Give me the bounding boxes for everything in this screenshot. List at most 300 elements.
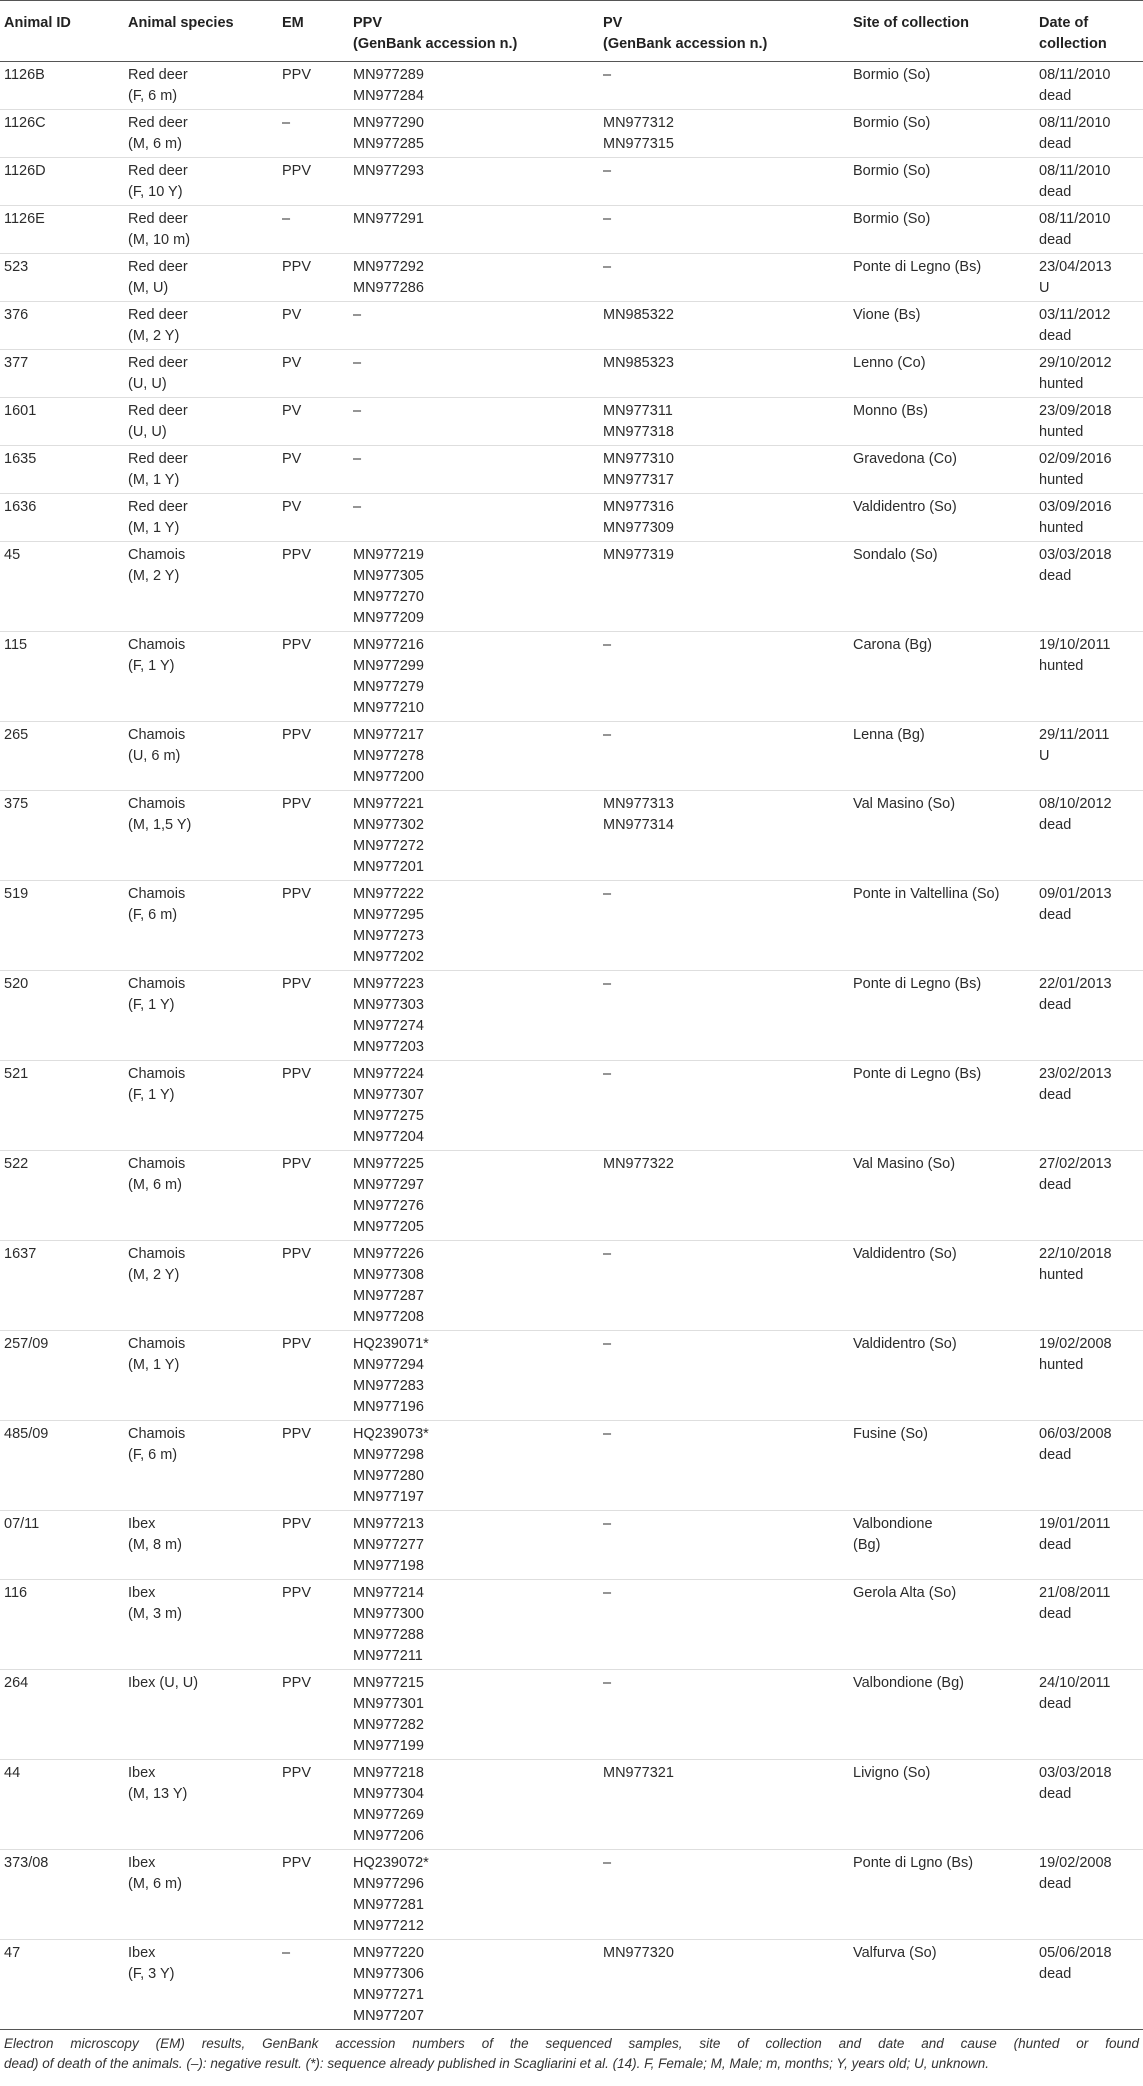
cell-line: 08/11/2010: [1039, 163, 1111, 179]
cell-em: PPV: [282, 976, 312, 992]
cell-line: Bormio (So): [853, 115, 931, 131]
cell-animal-id: 1601: [4, 403, 37, 419]
cell-line: hunted: [1039, 1357, 1084, 1373]
cell-species: [124, 1760, 278, 1850]
cell-line: dead: [1039, 136, 1072, 152]
cell-line: Carona (Bg): [853, 637, 932, 653]
cell-line: MN977210: [353, 700, 424, 716]
cell-line: (M, 1 Y): [128, 520, 180, 536]
cell-date: [1035, 62, 1143, 110]
cell-line: 23/09/2018: [1039, 403, 1112, 419]
cell-line: dead: [1039, 1447, 1072, 1463]
cell-date: [1035, 1061, 1143, 1151]
cell-ppv: [349, 1850, 599, 1940]
cell-line: MN977206: [353, 1828, 424, 1844]
cell-line: Ibex: [128, 1585, 156, 1601]
cell-line: MN977199: [353, 1738, 424, 1754]
cell-ppv: [349, 881, 599, 971]
cell-site: [849, 1061, 1035, 1151]
header-row: [0, 1, 1143, 62]
cell-em: PPV: [282, 259, 312, 275]
cell-date: [1035, 791, 1143, 881]
cell-line: Chamois: [128, 1426, 186, 1442]
cell-line: MN977311: [603, 403, 673, 419]
cell-site: [849, 1850, 1035, 1940]
cell-line: MN977290: [353, 115, 424, 131]
cell-species: [124, 350, 278, 398]
cell-line: MN977276: [353, 1198, 424, 1214]
cell-line: MN977196: [353, 1399, 424, 1415]
cell-line: MN977308: [353, 1267, 424, 1283]
cell-line: Red deer: [128, 403, 188, 419]
cell-line: Lenno (Co): [853, 355, 926, 371]
cell-line: HQ239073*: [353, 1426, 429, 1442]
cell-line: MN977280: [353, 1468, 424, 1484]
cell-ppv: [349, 1670, 599, 1760]
cell-line: MN977296: [353, 1876, 424, 1892]
cell-line: dead: [1039, 88, 1072, 104]
cell-line: –: [603, 1585, 612, 1601]
cell-pv: [599, 881, 849, 971]
cell-line: Chamois: [128, 1336, 186, 1352]
cell-line: Chamois: [128, 976, 186, 992]
cell-pv: [599, 350, 849, 398]
cell-line: MN977211: [353, 1648, 423, 1664]
cell-site: [849, 494, 1035, 542]
cell-pv: [599, 632, 849, 722]
cell-line: Chamois: [128, 1246, 186, 1262]
cell-line: hunted: [1039, 376, 1084, 392]
cell-line: hunted: [1039, 472, 1084, 488]
cell-line: Gerola Alta (So): [853, 1585, 957, 1601]
cell-line: Ponte in Valtellina (So): [853, 886, 1000, 902]
cell-species: [124, 722, 278, 791]
cell-line: Ponte di Legno (Bs): [853, 976, 982, 992]
cell-line: dead: [1039, 907, 1072, 923]
header-animal-species: [124, 1, 278, 62]
cell-pv: [599, 1670, 849, 1760]
table-row: [0, 110, 1143, 158]
cell-line: (M, 1 Y): [128, 1357, 180, 1373]
cell-line: MN977269: [353, 1807, 424, 1823]
cell-site: [849, 1331, 1035, 1421]
cell-em: –: [282, 211, 291, 227]
cell-date: [1035, 1421, 1143, 1511]
cell-em: PPV: [282, 163, 312, 179]
table-row: [0, 158, 1143, 206]
caption-line-2: dead) of death of the animals. (–): negative result. (*): sequence already published in Scagliarini et al. (14). F, Female; M, Male; m, months; Y, years old; U, unknown.: [4, 2056, 990, 2071]
cell-ppv: [349, 722, 599, 791]
cell-line: HQ239072*: [353, 1855, 429, 1871]
header-text: Date of: [1039, 15, 1089, 31]
cell-line: MN977305: [353, 568, 424, 584]
cell-line: –: [603, 886, 612, 902]
cell-line: MN977275: [353, 1108, 424, 1124]
cell-pv: [599, 110, 849, 158]
cell-date: [1035, 1241, 1143, 1331]
cell-line: MN977202: [353, 949, 424, 965]
cell-line: hunted: [1039, 520, 1084, 536]
table-row: [0, 302, 1143, 350]
cell-ppv: [349, 494, 599, 542]
cell-date: [1035, 1760, 1143, 1850]
table-row: [0, 1511, 1143, 1580]
cell-line: Ibex: [128, 1945, 156, 1961]
cell-pv: [599, 971, 849, 1061]
cell-line: MN977318: [603, 424, 674, 440]
cell-ppv: [349, 206, 599, 254]
cell-line: MN977303: [353, 997, 424, 1013]
cell-line: (M, 13 Y): [128, 1786, 188, 1802]
table-row: [0, 791, 1143, 881]
cell-line: Val Masino (So): [853, 796, 956, 812]
cell-em: PPV: [282, 1426, 312, 1442]
cell-animal-id: 116: [4, 1585, 28, 1601]
cell-line: (M, 3 m): [128, 1606, 182, 1622]
cell-species: [124, 971, 278, 1061]
cell-line: 08/11/2010: [1039, 211, 1111, 227]
cell-line: MN977291: [353, 211, 424, 227]
cell-line: dead: [1039, 1606, 1072, 1622]
cell-line: Red deer: [128, 163, 188, 179]
table-row: [0, 1241, 1143, 1331]
cell-line: MN977299: [353, 658, 424, 674]
cell-line: MN977314: [603, 817, 674, 833]
cell-line: U: [1039, 748, 1050, 764]
cell-line: MN977272: [353, 838, 424, 854]
cell-line: MN985323: [603, 355, 674, 371]
cell-ppv: [349, 62, 599, 110]
cell-site: [849, 1940, 1035, 2030]
cell-site: [849, 302, 1035, 350]
cell-line: 09/01/2013: [1039, 886, 1112, 902]
header-animal-id: [0, 1, 124, 62]
cell-pv: [599, 722, 849, 791]
cell-ppv: [349, 1421, 599, 1511]
cell-date: [1035, 350, 1143, 398]
cell-animal-id: 1635: [4, 451, 37, 467]
cell-line: Bormio (So): [853, 67, 931, 83]
cell-line: (M, 1,5 Y): [128, 817, 192, 833]
caption-line-1: Electron microscopy (EM) results, GenBank accession numbers of the sequenced samples, site of collection and date and cause (hunted or found: [4, 2036, 1139, 2051]
cell-date: [1035, 446, 1143, 494]
cell-ppv: [349, 158, 599, 206]
cell-date: [1035, 158, 1143, 206]
cell-line: Red deer: [128, 259, 188, 275]
cell-site: [849, 542, 1035, 632]
cell-animal-id: 264: [4, 1675, 29, 1691]
cell-line: dead: [1039, 997, 1072, 1013]
cell-site: [849, 791, 1035, 881]
cell-animal-id: 07/11: [4, 1516, 40, 1532]
cell-line: (U, 6 m): [128, 748, 181, 764]
cell-date: [1035, 1331, 1143, 1421]
cell-line: MN977298: [353, 1447, 424, 1463]
cell-line: –: [603, 1675, 612, 1691]
cell-line: 29/11/2011: [1039, 727, 1110, 743]
table-row: [0, 722, 1143, 791]
cell-date: [1035, 632, 1143, 722]
cell-animal-id: 45: [4, 547, 21, 563]
cell-animal-id: 521: [4, 1066, 29, 1082]
cell-em: –: [282, 1945, 291, 1961]
cell-animal-id: 373/08: [4, 1855, 49, 1871]
cell-line: (U, U): [128, 376, 167, 392]
cell-em: PV: [282, 307, 302, 323]
cell-species: [124, 1241, 278, 1331]
cell-em: PPV: [282, 886, 312, 902]
cell-line: MN977300: [353, 1606, 424, 1622]
cell-line: MN977208: [353, 1309, 424, 1325]
cell-line: MN977218: [353, 1765, 424, 1781]
cell-animal-id: 520: [4, 976, 29, 992]
cell-line: Chamois: [128, 886, 186, 902]
cell-line: MN977216: [353, 637, 424, 653]
cell-line: –: [603, 976, 612, 992]
cell-line: MN977315: [603, 136, 674, 152]
cell-line: MN977287: [353, 1288, 424, 1304]
cell-line: Ibex: [128, 1765, 156, 1781]
cell-em: PPV: [282, 547, 312, 563]
cell-line: Val Masino (So): [853, 1156, 956, 1172]
cell-line: (M, 6 m): [128, 136, 182, 152]
cell-line: –: [603, 67, 612, 83]
cell-line: MN977214: [353, 1585, 424, 1601]
cell-line: Ponte di Legno (Bs): [853, 1066, 982, 1082]
cell-line: dead: [1039, 1876, 1072, 1892]
cell-em: PPV: [282, 1585, 312, 1601]
cell-line: –: [353, 355, 362, 371]
cell-line: –: [603, 1855, 612, 1871]
cell-pv: [599, 542, 849, 632]
cell-line: –: [603, 1516, 612, 1532]
cell-line: Valdidentro (So): [853, 1246, 957, 1262]
cell-line: dead: [1039, 817, 1072, 833]
cell-line: 08/10/2012: [1039, 796, 1112, 812]
cell-site: [849, 446, 1035, 494]
table-header: [0, 1, 1143, 62]
header-text: (GenBank accession n.): [603, 36, 768, 52]
cell-pv: [599, 446, 849, 494]
cell-line: 19/02/2008: [1039, 1336, 1112, 1352]
cell-pv: [599, 1760, 849, 1850]
cell-ppv: [349, 1511, 599, 1580]
cell-line: 19/10/2011: [1039, 637, 1111, 653]
cell-line: (M, 2 Y): [128, 568, 180, 584]
cell-ppv: [349, 1331, 599, 1421]
cell-em: PV: [282, 499, 302, 515]
header-date: [1035, 1, 1143, 62]
cell-species: [124, 494, 278, 542]
cell-line: 24/10/2011: [1039, 1675, 1111, 1691]
cell-line: 06/03/2008: [1039, 1426, 1112, 1442]
cell-animal-id: 1126B: [4, 67, 45, 83]
header-text: PPV: [353, 15, 383, 31]
cell-line: –: [603, 259, 612, 275]
cell-em: PPV: [282, 796, 312, 812]
cell-site: [849, 398, 1035, 446]
cell-line: MN977288: [353, 1627, 424, 1643]
cell-animal-id: 376: [4, 307, 29, 323]
cell-line: Ibex: [128, 1516, 156, 1532]
cell-line: (F, 6 m): [128, 907, 178, 923]
cell-line: dead: [1039, 1537, 1072, 1553]
table-row: [0, 254, 1143, 302]
cell-species: [124, 881, 278, 971]
cell-line: MN977209: [353, 610, 424, 626]
cell-animal-id: 1636: [4, 499, 37, 515]
cell-line: hunted: [1039, 1267, 1084, 1283]
cell-line: MN977286: [353, 280, 424, 296]
cell-ppv: [349, 398, 599, 446]
table-row: [0, 881, 1143, 971]
cell-line: U: [1039, 280, 1050, 296]
cell-em: PV: [282, 403, 302, 419]
table-row: [0, 446, 1143, 494]
cell-line: (M, 6 m): [128, 1177, 182, 1193]
cell-line: Gravedona (Co): [853, 451, 957, 467]
cell-line: Vione (Bs): [853, 307, 921, 323]
cell-species: [124, 62, 278, 110]
cell-ppv: [349, 971, 599, 1061]
cell-line: 02/09/2016: [1039, 451, 1112, 467]
cell-line: Chamois: [128, 637, 186, 653]
cell-line: MN977321: [603, 1765, 674, 1781]
cell-line: MN977292: [353, 259, 424, 275]
cell-line: Red deer: [128, 451, 188, 467]
cell-line: MN977284: [353, 88, 424, 104]
cell-line: MN977197: [353, 1489, 424, 1505]
cell-pv: [599, 1151, 849, 1241]
cell-pv: [599, 302, 849, 350]
cell-line: MN977278: [353, 748, 424, 764]
cell-line: MN977312: [603, 115, 674, 131]
cell-line: Ibex: [128, 1855, 156, 1871]
cell-line: MN977302: [353, 817, 424, 833]
cell-line: Chamois: [128, 796, 186, 812]
cell-date: [1035, 1511, 1143, 1580]
cell-ppv: [349, 254, 599, 302]
cell-species: [124, 1421, 278, 1511]
cell-ppv: [349, 110, 599, 158]
cell-date: [1035, 1940, 1143, 2030]
header-text: (GenBank accession n.): [353, 36, 518, 52]
cell-line: Red deer: [128, 499, 188, 515]
cell-date: [1035, 254, 1143, 302]
header-pv: [599, 1, 849, 62]
cell-site: [849, 254, 1035, 302]
cell-animal-id: 265: [4, 727, 29, 743]
cell-date: [1035, 1151, 1143, 1241]
cell-em: PPV: [282, 637, 312, 653]
cell-line: MN977282: [353, 1717, 424, 1733]
cell-line: dead: [1039, 1966, 1072, 1982]
table-row: [0, 62, 1143, 110]
cell-em: PV: [282, 355, 302, 371]
cell-line: MN977322: [603, 1156, 674, 1172]
cell-line: Chamois: [128, 1066, 186, 1082]
cell-ppv: [349, 1241, 599, 1331]
cell-ppv: [349, 1940, 599, 2030]
cell-line: –: [353, 499, 362, 515]
cell-site: [849, 350, 1035, 398]
cell-line: (M, 2 Y): [128, 328, 180, 344]
cell-pv: [599, 254, 849, 302]
cell-animal-id: 1637: [4, 1246, 37, 1262]
cell-line: 08/11/2010: [1039, 115, 1111, 131]
table-row: [0, 1151, 1143, 1241]
cell-line: (F, 3 Y): [128, 1966, 175, 1982]
cell-line: MN977221: [353, 796, 424, 812]
cell-pv: [599, 1511, 849, 1580]
cell-line: MN977226: [353, 1246, 424, 1262]
cell-pv: [599, 1061, 849, 1151]
cell-line: MN977316: [603, 499, 674, 515]
cell-line: MN977306: [353, 1966, 424, 1982]
cell-line: 29/10/2012: [1039, 355, 1112, 371]
cell-species: [124, 206, 278, 254]
cell-animal-id: 485/09: [4, 1426, 49, 1442]
header-text: EM: [282, 15, 304, 31]
cell-site: [849, 62, 1035, 110]
cell-pv: [599, 1940, 849, 2030]
cell-date: [1035, 1670, 1143, 1760]
cell-line: (M, 1 Y): [128, 472, 180, 488]
cell-line: MN977294: [353, 1357, 424, 1373]
cell-line: Lenna (Bg): [853, 727, 925, 743]
cell-date: [1035, 971, 1143, 1061]
cell-ppv: [349, 302, 599, 350]
cell-line: Chamois: [128, 1156, 186, 1172]
table-row: [0, 1421, 1143, 1511]
cell-line: MN977317: [603, 472, 674, 488]
cell-line: Chamois: [128, 727, 186, 743]
cell-line: 22/01/2013: [1039, 976, 1112, 992]
table-row: [0, 206, 1143, 254]
cell-line: Red deer: [128, 115, 188, 131]
cell-line: MN977279: [353, 679, 424, 695]
cell-line: 19/01/2011: [1039, 1516, 1111, 1532]
cell-site: [849, 1580, 1035, 1670]
cell-pv: [599, 1241, 849, 1331]
cell-em: PPV: [282, 1336, 312, 1352]
cell-line: dead: [1039, 1087, 1072, 1103]
cell-line: MN977222: [353, 886, 424, 902]
cell-line: (Bg): [853, 1537, 881, 1553]
cell-line: MN977313: [603, 796, 674, 812]
cell-line: MN977207: [353, 2008, 424, 2024]
cell-animal-id: 523: [4, 259, 29, 275]
cell-line: 22/10/2018: [1039, 1246, 1112, 1262]
table-row: [0, 1331, 1143, 1421]
cell-line: Bormio (So): [853, 163, 931, 179]
cell-species: [124, 1331, 278, 1421]
cell-line: Valdidentro (So): [853, 1336, 957, 1352]
cell-line: dead: [1039, 328, 1072, 344]
cell-species: [124, 1670, 278, 1760]
cell-date: [1035, 494, 1143, 542]
cell-line: 23/02/2013: [1039, 1066, 1112, 1082]
header-site: [849, 1, 1035, 62]
cell-em: –: [282, 115, 291, 131]
cell-date: [1035, 1580, 1143, 1670]
cell-animal-id: 377: [4, 355, 29, 371]
cell-pv: [599, 494, 849, 542]
cell-line: 23/04/2013: [1039, 259, 1112, 275]
cell-ppv: [349, 1580, 599, 1670]
cell-line: MN977201: [353, 859, 424, 875]
cell-line: 03/03/2018: [1039, 1765, 1112, 1781]
